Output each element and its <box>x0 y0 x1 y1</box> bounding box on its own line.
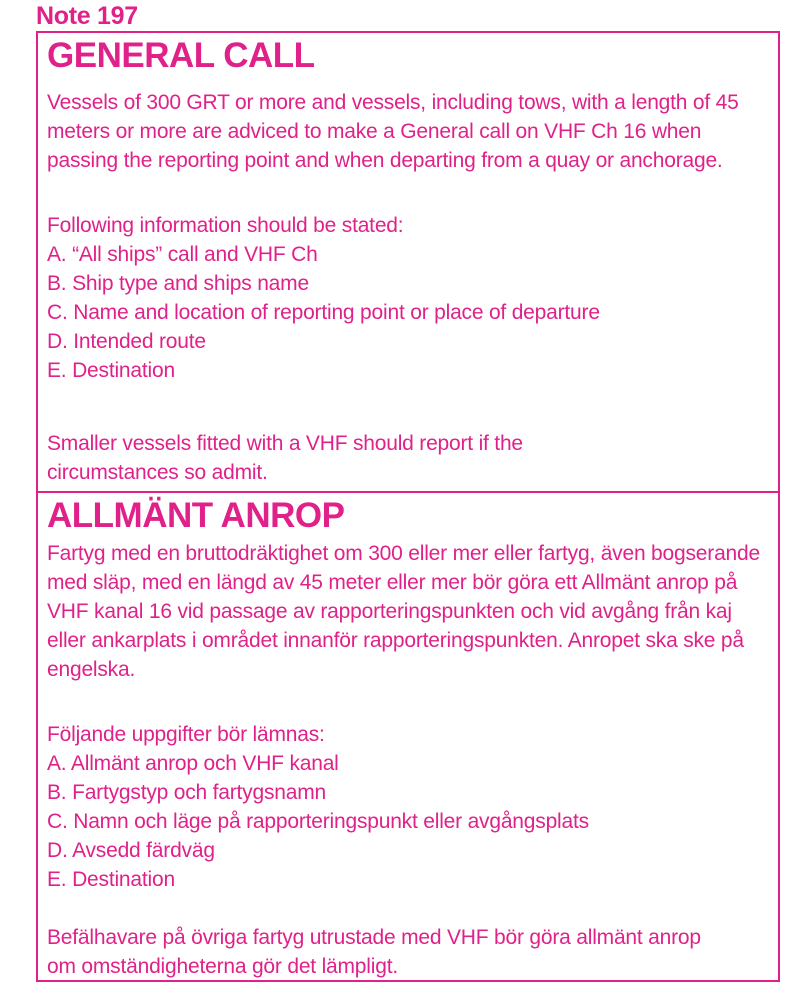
allmant-anrop-closing-block <box>47 923 707 981</box>
note-number: Note 197 <box>36 2 138 30</box>
general-call-title: GENERAL CALL <box>47 36 315 75</box>
general-call-info-heading: Following information should be stated: <box>47 214 404 237</box>
allmant-anrop-info-block <box>47 720 771 894</box>
list-item: C. Namn och läge på rapporteringspunkt eller avgångsplats <box>47 810 589 833</box>
allmant-anrop-title: ALLMÄNT ANROP <box>47 496 345 535</box>
list-item: A. “All ships” call and VHF Ch <box>47 243 318 266</box>
list-item: E. Destination <box>47 868 175 891</box>
list-item: E. Destination <box>47 359 175 382</box>
allmant-anrop-list <box>47 749 771 894</box>
general-call-intro-block <box>47 88 771 175</box>
general-call-list <box>47 240 771 385</box>
list-item: D. Avsedd färdväg <box>47 839 215 862</box>
general-call-info-block <box>47 211 771 385</box>
list-item: A. Allmänt anrop och VHF kanal <box>47 752 339 775</box>
general-call-section <box>36 31 780 493</box>
list-item: C. Name and location of reporting point or place of departure <box>47 301 600 324</box>
general-call-closing-block <box>47 429 647 487</box>
list-item: B. Ship type and ships name <box>47 272 309 295</box>
allmant-anrop-intro: Fartyg med en bruttodräktighet om 300 eller mer eller fartyg, även bogserande med släp, med en längd av 45 meter eller mer bör göra ett Allmänt anrop på VHF kanal 16 vid passage av rapporteringspunkten och vid avgång från kaj eller ankarplats i området innanför rapporteringspunkten. Anropet ska ske på engelska. <box>47 542 760 681</box>
allmant-anrop-section <box>36 491 780 982</box>
allmant-anrop-info-heading: Följande uppgifter bör lämnas: <box>47 723 325 746</box>
allmant-anrop-closing: Befälhavare på övriga fartyg utrustade med VHF bör göra allmänt anrop om omständigheterna gör det lämpligt. <box>47 926 701 978</box>
general-call-closing: Smaller vessels fitted with a VHF should report if the circumstances so admit. <box>47 432 523 484</box>
allmant-anrop-intro-block <box>47 539 771 684</box>
general-call-intro: Vessels of 300 GRT or more and vessels, including tows, with a length of 45 meters or more are adviced to make a General call on VHF Ch 16 when passing the reporting point and when departing from a quay or anchorage. <box>47 91 739 172</box>
list-item: D. Intended route <box>47 330 206 353</box>
list-item: B. Fartygstyp och fartygsnamn <box>47 781 326 804</box>
